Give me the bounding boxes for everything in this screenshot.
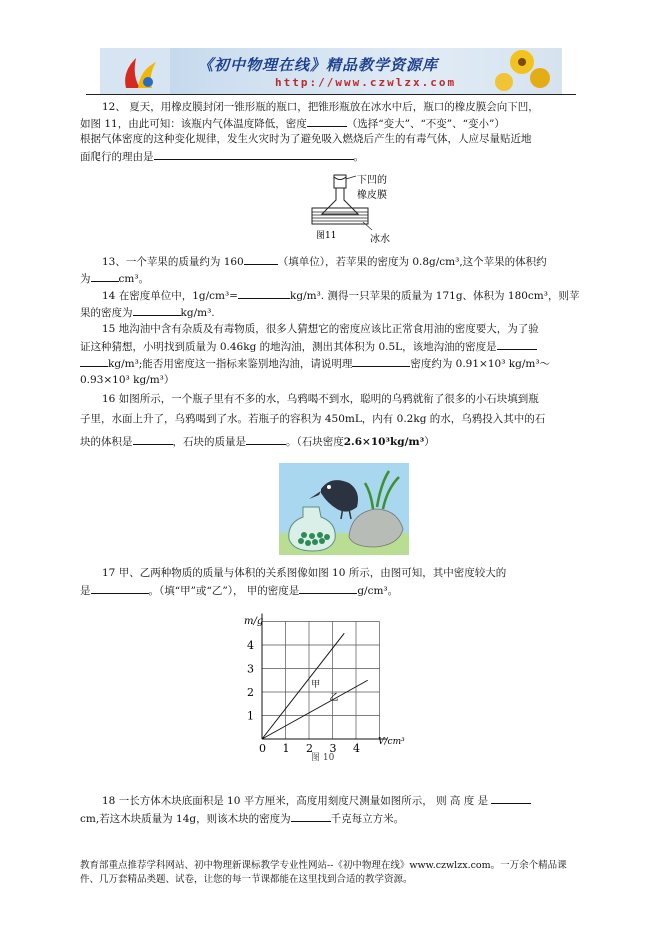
q16-line-1: 16 如图所示，一个瓶子里有不多的水，乌鸦喝不到水，聪明的乌鸦就衔了很多的小石块填到瓶 [102,393,539,405]
q15-text-3b: 密度约为 0.91×10³ kg/m³～ [410,358,551,370]
logo-icon [118,52,164,92]
series-line-1 [262,633,344,739]
series-label: 乙 [329,692,339,703]
figure-10-mass-volume-chart [238,612,408,762]
q17-text-2b: 。（填“甲”或“乙”）， 甲的密度是 [148,585,300,597]
q12-text-4a: 面爬行的理由是 [80,151,154,163]
chart-axes [262,614,388,740]
fig11-label-2: 橡皮膜 [357,190,387,201]
q13-line-1 [102,254,547,269]
q13-text-2a: 为 [80,273,91,285]
q13-text-1b: （填单位），若苹果的密度为 0.8g/cm³,这个苹果的体积约 [277,256,547,268]
q16-text-3c: 。（石块密度 [286,436,344,448]
q12-line-2 [80,116,505,131]
y-tick-label: 3 [247,662,254,676]
q12-line-1: 12、 夏天，用橡皮膜封闭一锥形瓶的瓶口，把锥形瓶放在冰水中后，瓶口的橡皮膜会向下凹， [102,101,539,113]
answer-blank[interactable] [91,583,149,594]
q12-text-2a: 如图 11，由此可知：该瓶内气体温度降低，密度 [80,118,307,130]
chart-grid [262,622,380,740]
answer-blank[interactable] [299,583,357,594]
q16-line-2: 子里，水面上升了，乌鸦喝到了水。若瓶子的容积为 450mL，内有 0.2kg 的水，乌鸦投入其中的石 [80,413,546,425]
q12-text-2b: （选择“变大”、“不变”、“变小”） [346,118,505,130]
q13-line-2 [80,271,149,286]
banner-url: http://www.czwlzx.com [275,76,457,89]
q18-text-2a: cm,若这木块质量为 14g，则该木块的密度为 [80,813,291,825]
answer-blank[interactable] [133,434,173,445]
x-tick-label: 2 [306,742,313,755]
x-tick-label: 1 [282,742,290,755]
answer-blank[interactable] [154,149,354,160]
q16-rock-density: 2.6×10³kg/m³ [343,436,425,448]
q15-line-3 [80,356,550,371]
x-axis-label: V/cm³ [378,737,405,747]
y-tick-label: 2 [247,686,254,699]
footer-line-2: 件、几万套精品类题、试卷，让您的每一节课都能在这里找到合适的教学资源。 [80,874,413,885]
q14-text-1a: 14 在密度单位中，1g/cm³= [102,290,238,302]
answer-blank[interactable] [133,305,181,316]
q14-text-2b: kg/m³. [180,307,215,319]
q14-text-1b: kg/m³. 测得一只苹果的质量为 171g、体积为 180cm³，则苹 [289,290,580,302]
x-tick-label: 3 [329,742,337,755]
q12-line-3: 根据气体密度的这种变化规律，发生火灾时为了避免吸入燃烧后产生的有毒气体，人应尽量贴近地 [80,133,532,145]
header-divider [86,94,576,95]
q18-line-2 [80,811,404,826]
y-tick-label: 4 [247,639,254,652]
q13-text-2b: cm³。 [118,273,150,285]
header-banner [100,48,562,94]
fig11-water-label: 冰水 [370,234,390,244]
answer-blank[interactable] [246,434,286,445]
q14-text-2a: 果的密度为 [80,307,133,319]
answer-blank[interactable] [352,356,410,367]
answer-blank[interactable] [80,356,108,367]
figure-11-flask [308,172,408,244]
banner-title: 《初中物理在线》精品教学资源库 [198,56,439,74]
q16-text-3a: 块的体积是 [80,436,133,448]
q17-text-2c: g/cm³。 [357,585,399,597]
answer-blank[interactable] [497,339,537,350]
chart-series [262,633,368,739]
answer-blank[interactable] [291,811,331,822]
answer-blank[interactable] [491,793,531,804]
x-tick-label: 4 [353,742,360,755]
answer-blank[interactable] [307,116,347,127]
q18-text-1a: 18 一长方体木块底面积是 10 平方厘米，高度用刻度尺测量如图所示， 则 高 度 是 [102,795,489,807]
q15-text-3a: kg/m³;能否用密度这一指标来鉴别地沟油，请说明理 [108,358,353,370]
answer-blank[interactable] [91,271,119,282]
y-axis-label: m/g [244,616,264,627]
q12-line-4 [80,149,364,164]
x-tick-label: 0 [259,742,266,755]
crow-bottle-illustration [279,463,409,555]
q15-line-2 [80,339,537,354]
fig11-caption: 图11 [316,231,337,241]
footer-line-1: 教育部重点推荐学科网站、初中物理新课标教学专业性网站--《初中物理在线》www.czwlzx.com。一万余个精品课 [80,860,567,871]
q13-text-1a: 13、一个苹果的质量约为 160 [102,256,244,268]
q17-text-2a: 是 [80,585,91,597]
q18-text-2b: 千克每立方米。 [330,813,405,825]
q15-text-2a: 证这种猜想，小明找到质量为 0.46kg 的地沟油，测出其体积为 0.5L，该地沟油的密度是 [80,341,497,353]
q12-text-4b: 。 [353,151,364,163]
q17-line-1: 17 甲、乙两种物质的质量与体积的关系图像如图 10 所示，由图可知，其中密度较大的 [102,567,507,579]
q17-line-2 [80,583,398,598]
q18-line-1 [102,793,531,808]
q16-text-3b: ，石块的质量是 [172,436,246,448]
q16-line-3 [80,434,435,449]
q15-line-1: 15 地沟油中含有杂质及有毒物质，很多人猜想它的密度应该比正常食用油的密度要大，为了验 [102,323,539,335]
q16-text-3e: ） [424,436,435,448]
series-label: 甲 [311,679,321,690]
q15-line-4: 0.93×10³ kg/m³） [80,374,175,386]
chart-caption: 图 10 [311,753,335,762]
answer-blank[interactable] [244,254,278,265]
y-tick-label: 1 [247,709,254,723]
q14-line-2 [80,305,215,320]
answer-blank[interactable] [238,288,290,299]
q14-line-1 [102,288,579,303]
fig11-label-1: 下凹的 [357,175,387,186]
